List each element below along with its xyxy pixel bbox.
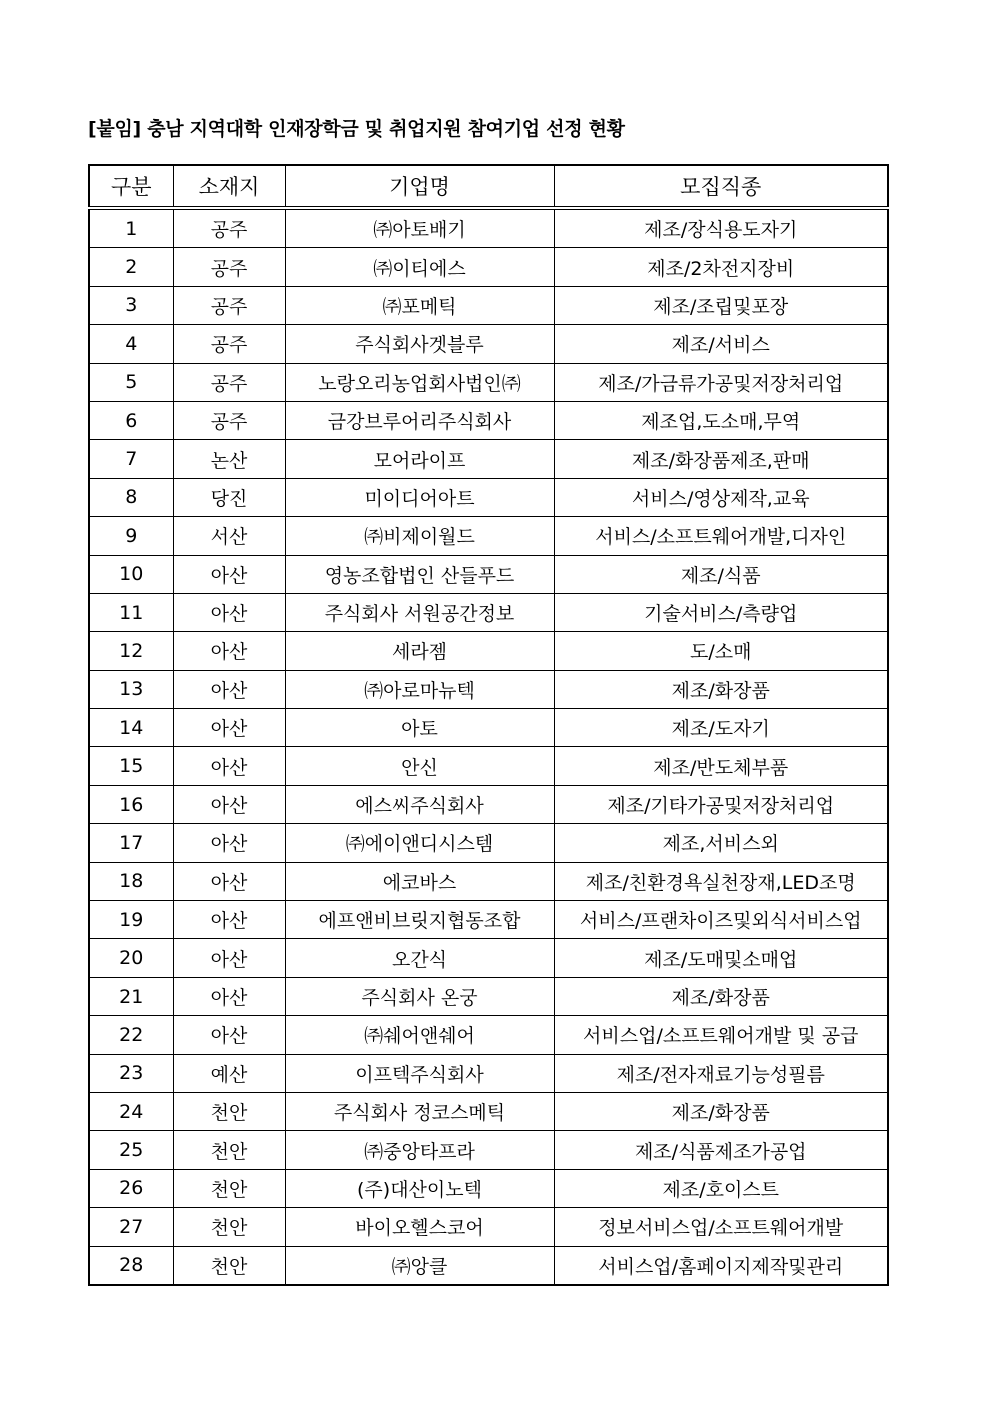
cell-company: 주식회사 정코스메틱 <box>285 1092 554 1130</box>
cell-job-type: 서비스업/소프트웨어개발 및 공급 <box>554 1016 888 1054</box>
table-row <box>89 286 888 324</box>
cell-location: 논산 <box>173 440 285 478</box>
cell-company: 주식회사 온궁 <box>285 977 554 1015</box>
table-row <box>89 517 888 555</box>
cell-job-type: 서비스업/홈페이지제작및관리 <box>554 1246 888 1285</box>
cell-number: 21 <box>89 977 173 1015</box>
cell-company: 오간식 <box>285 939 554 977</box>
table-row <box>89 824 888 862</box>
table-row <box>89 363 888 401</box>
cell-number: 3 <box>89 286 173 324</box>
cell-job-type: 제조/식품제조가공업 <box>554 1131 888 1169</box>
cell-number: 17 <box>89 824 173 862</box>
cell-number: 8 <box>89 478 173 516</box>
cell-job-type: 정보서비스업/소프트웨어개발 <box>554 1208 888 1246</box>
cell-job-type: 제조/식품 <box>554 555 888 593</box>
cell-company: 금강브루어리주식회사 <box>285 401 554 439</box>
cell-job-type: 제조/반도체부품 <box>554 747 888 785</box>
cell-location: 공주 <box>173 248 285 286</box>
cell-company: 이프텍주식회사 <box>285 1054 554 1092</box>
cell-number: 19 <box>89 901 173 939</box>
cell-number: 15 <box>89 747 173 785</box>
cell-company: 안신 <box>285 747 554 785</box>
cell-location: 아산 <box>173 555 285 593</box>
cell-job-type: 제조/전자재료기능성필름 <box>554 1054 888 1092</box>
table-row <box>89 1169 888 1207</box>
cell-job-type: 제조,서비스외 <box>554 824 888 862</box>
cell-number: 6 <box>89 401 173 439</box>
cell-location: 공주 <box>173 363 285 401</box>
cell-company: ㈜이티에스 <box>285 248 554 286</box>
cell-number: 18 <box>89 862 173 900</box>
cell-number: 1 <box>89 208 173 248</box>
cell-location: 예산 <box>173 1054 285 1092</box>
table-row <box>89 670 888 708</box>
cell-job-type: 제조/화장품 <box>554 1092 888 1130</box>
cell-location: 아산 <box>173 670 285 708</box>
cell-job-type: 제조업,도소매,무역 <box>554 401 888 439</box>
cell-company: 영농조합법인 산들푸드 <box>285 555 554 593</box>
cell-company: 세라젬 <box>285 632 554 670</box>
table-row <box>89 1016 888 1054</box>
table-row <box>89 1054 888 1092</box>
table-row <box>89 440 888 478</box>
cell-number: 12 <box>89 632 173 670</box>
cell-job-type: 서비스/소프트웨어개발,디자인 <box>554 517 888 555</box>
cell-company: 주식회사겟블루 <box>285 325 554 363</box>
cell-job-type: 제조/가금류가공및저장처리업 <box>554 363 888 401</box>
table-row <box>89 401 888 439</box>
table-row <box>89 325 888 363</box>
cell-number: 2 <box>89 248 173 286</box>
document-title: [붙임] 충남 지역대학 인재장학금 및 취업지원 참여기업 선정 현황 <box>88 118 625 140</box>
cell-number: 5 <box>89 363 173 401</box>
cell-job-type: 제조/장식용도자기 <box>554 208 888 248</box>
cell-job-type: 제조/호이스트 <box>554 1169 888 1207</box>
table-row <box>89 785 888 823</box>
cell-job-type: 제조/화장품 <box>554 977 888 1015</box>
cell-location: 천안 <box>173 1131 285 1169</box>
cell-location: 공주 <box>173 286 285 324</box>
cell-location: 아산 <box>173 709 285 747</box>
cell-location: 아산 <box>173 939 285 977</box>
cell-job-type: 제조/조립및포장 <box>554 286 888 324</box>
cell-job-type: 제조/친환경욕실천장재,LED조명 <box>554 862 888 900</box>
table-header-row <box>89 165 888 208</box>
cell-number: 10 <box>89 555 173 593</box>
cell-number: 26 <box>89 1169 173 1207</box>
cell-number: 7 <box>89 440 173 478</box>
cell-company: 에프앤비브릿지협동조합 <box>285 901 554 939</box>
cell-job-type: 제조/도자기 <box>554 709 888 747</box>
cell-company: (주)대산이노텍 <box>285 1169 554 1207</box>
cell-location: 아산 <box>173 632 285 670</box>
table-row <box>89 1092 888 1130</box>
cell-job-type: 서비스/프랜차이즈및외식서비스업 <box>554 901 888 939</box>
table-row <box>89 1246 888 1285</box>
cell-job-type: 서비스/영상제작,교육 <box>554 478 888 516</box>
table-row <box>89 555 888 593</box>
header-company: 기업명 <box>285 165 554 208</box>
table-row <box>89 939 888 977</box>
cell-company: 노랑오리농업회사법인㈜ <box>285 363 554 401</box>
cell-company: 아토 <box>285 709 554 747</box>
cell-number: 11 <box>89 593 173 631</box>
cell-location: 아산 <box>173 593 285 631</box>
cell-company: 모어라이프 <box>285 440 554 478</box>
header-job-type: 모집직종 <box>554 165 888 208</box>
cell-location: 공주 <box>173 208 285 248</box>
cell-company: ㈜에이앤디시스템 <box>285 824 554 862</box>
cell-number: 4 <box>89 325 173 363</box>
table-row <box>89 632 888 670</box>
table-row <box>89 248 888 286</box>
cell-job-type: 제조/서비스 <box>554 325 888 363</box>
company-table <box>88 164 889 1286</box>
cell-number: 20 <box>89 939 173 977</box>
cell-company: 미이디어아트 <box>285 478 554 516</box>
cell-number: 13 <box>89 670 173 708</box>
header-number: 구분 <box>89 165 173 208</box>
cell-number: 25 <box>89 1131 173 1169</box>
cell-number: 24 <box>89 1092 173 1130</box>
cell-location: 아산 <box>173 977 285 1015</box>
table-row <box>89 1208 888 1246</box>
cell-number: 28 <box>89 1246 173 1285</box>
cell-location: 아산 <box>173 824 285 862</box>
table-row <box>89 901 888 939</box>
cell-location: 아산 <box>173 862 285 900</box>
header-location: 소재지 <box>173 165 285 208</box>
cell-job-type: 제조/화장품제조,판매 <box>554 440 888 478</box>
cell-company: ㈜아로마뉴텍 <box>285 670 554 708</box>
cell-location: 공주 <box>173 325 285 363</box>
cell-number: 27 <box>89 1208 173 1246</box>
cell-number: 16 <box>89 785 173 823</box>
cell-job-type: 제조/기타가공및저장처리업 <box>554 785 888 823</box>
cell-job-type: 제조/화장품 <box>554 670 888 708</box>
cell-job-type: 제조/2차전지장비 <box>554 248 888 286</box>
cell-location: 아산 <box>173 901 285 939</box>
cell-company: ㈜앙클 <box>285 1246 554 1285</box>
table-row <box>89 709 888 747</box>
cell-location: 아산 <box>173 1016 285 1054</box>
cell-location: 천안 <box>173 1246 285 1285</box>
cell-company: 에코바스 <box>285 862 554 900</box>
cell-company: ㈜쉐어앤쉐어 <box>285 1016 554 1054</box>
cell-location: 천안 <box>173 1208 285 1246</box>
cell-location: 아산 <box>173 747 285 785</box>
cell-location: 서산 <box>173 517 285 555</box>
cell-job-type: 제조/도매및소매업 <box>554 939 888 977</box>
cell-job-type: 기술서비스/측량업 <box>554 593 888 631</box>
cell-company: ㈜비제이월드 <box>285 517 554 555</box>
cell-job-type: 도/소매 <box>554 632 888 670</box>
cell-company: 에스씨주식회사 <box>285 785 554 823</box>
cell-number: 9 <box>89 517 173 555</box>
table-row <box>89 747 888 785</box>
cell-location: 천안 <box>173 1092 285 1130</box>
cell-location: 당진 <box>173 478 285 516</box>
table-row <box>89 1131 888 1169</box>
table-row <box>89 478 888 516</box>
cell-location: 아산 <box>173 785 285 823</box>
cell-location: 공주 <box>173 401 285 439</box>
table-row <box>89 862 888 900</box>
cell-number: 23 <box>89 1054 173 1092</box>
cell-number: 22 <box>89 1016 173 1054</box>
table-row <box>89 593 888 631</box>
table-row <box>89 208 888 248</box>
cell-company: ㈜아토배기 <box>285 208 554 248</box>
cell-company: 주식회사 서원공간정보 <box>285 593 554 631</box>
cell-company: 바이오헬스코어 <box>285 1208 554 1246</box>
cell-location: 천안 <box>173 1169 285 1207</box>
cell-company: ㈜중앙타프라 <box>285 1131 554 1169</box>
cell-number: 14 <box>89 709 173 747</box>
cell-company: ㈜포메틱 <box>285 286 554 324</box>
table-row <box>89 977 888 1015</box>
